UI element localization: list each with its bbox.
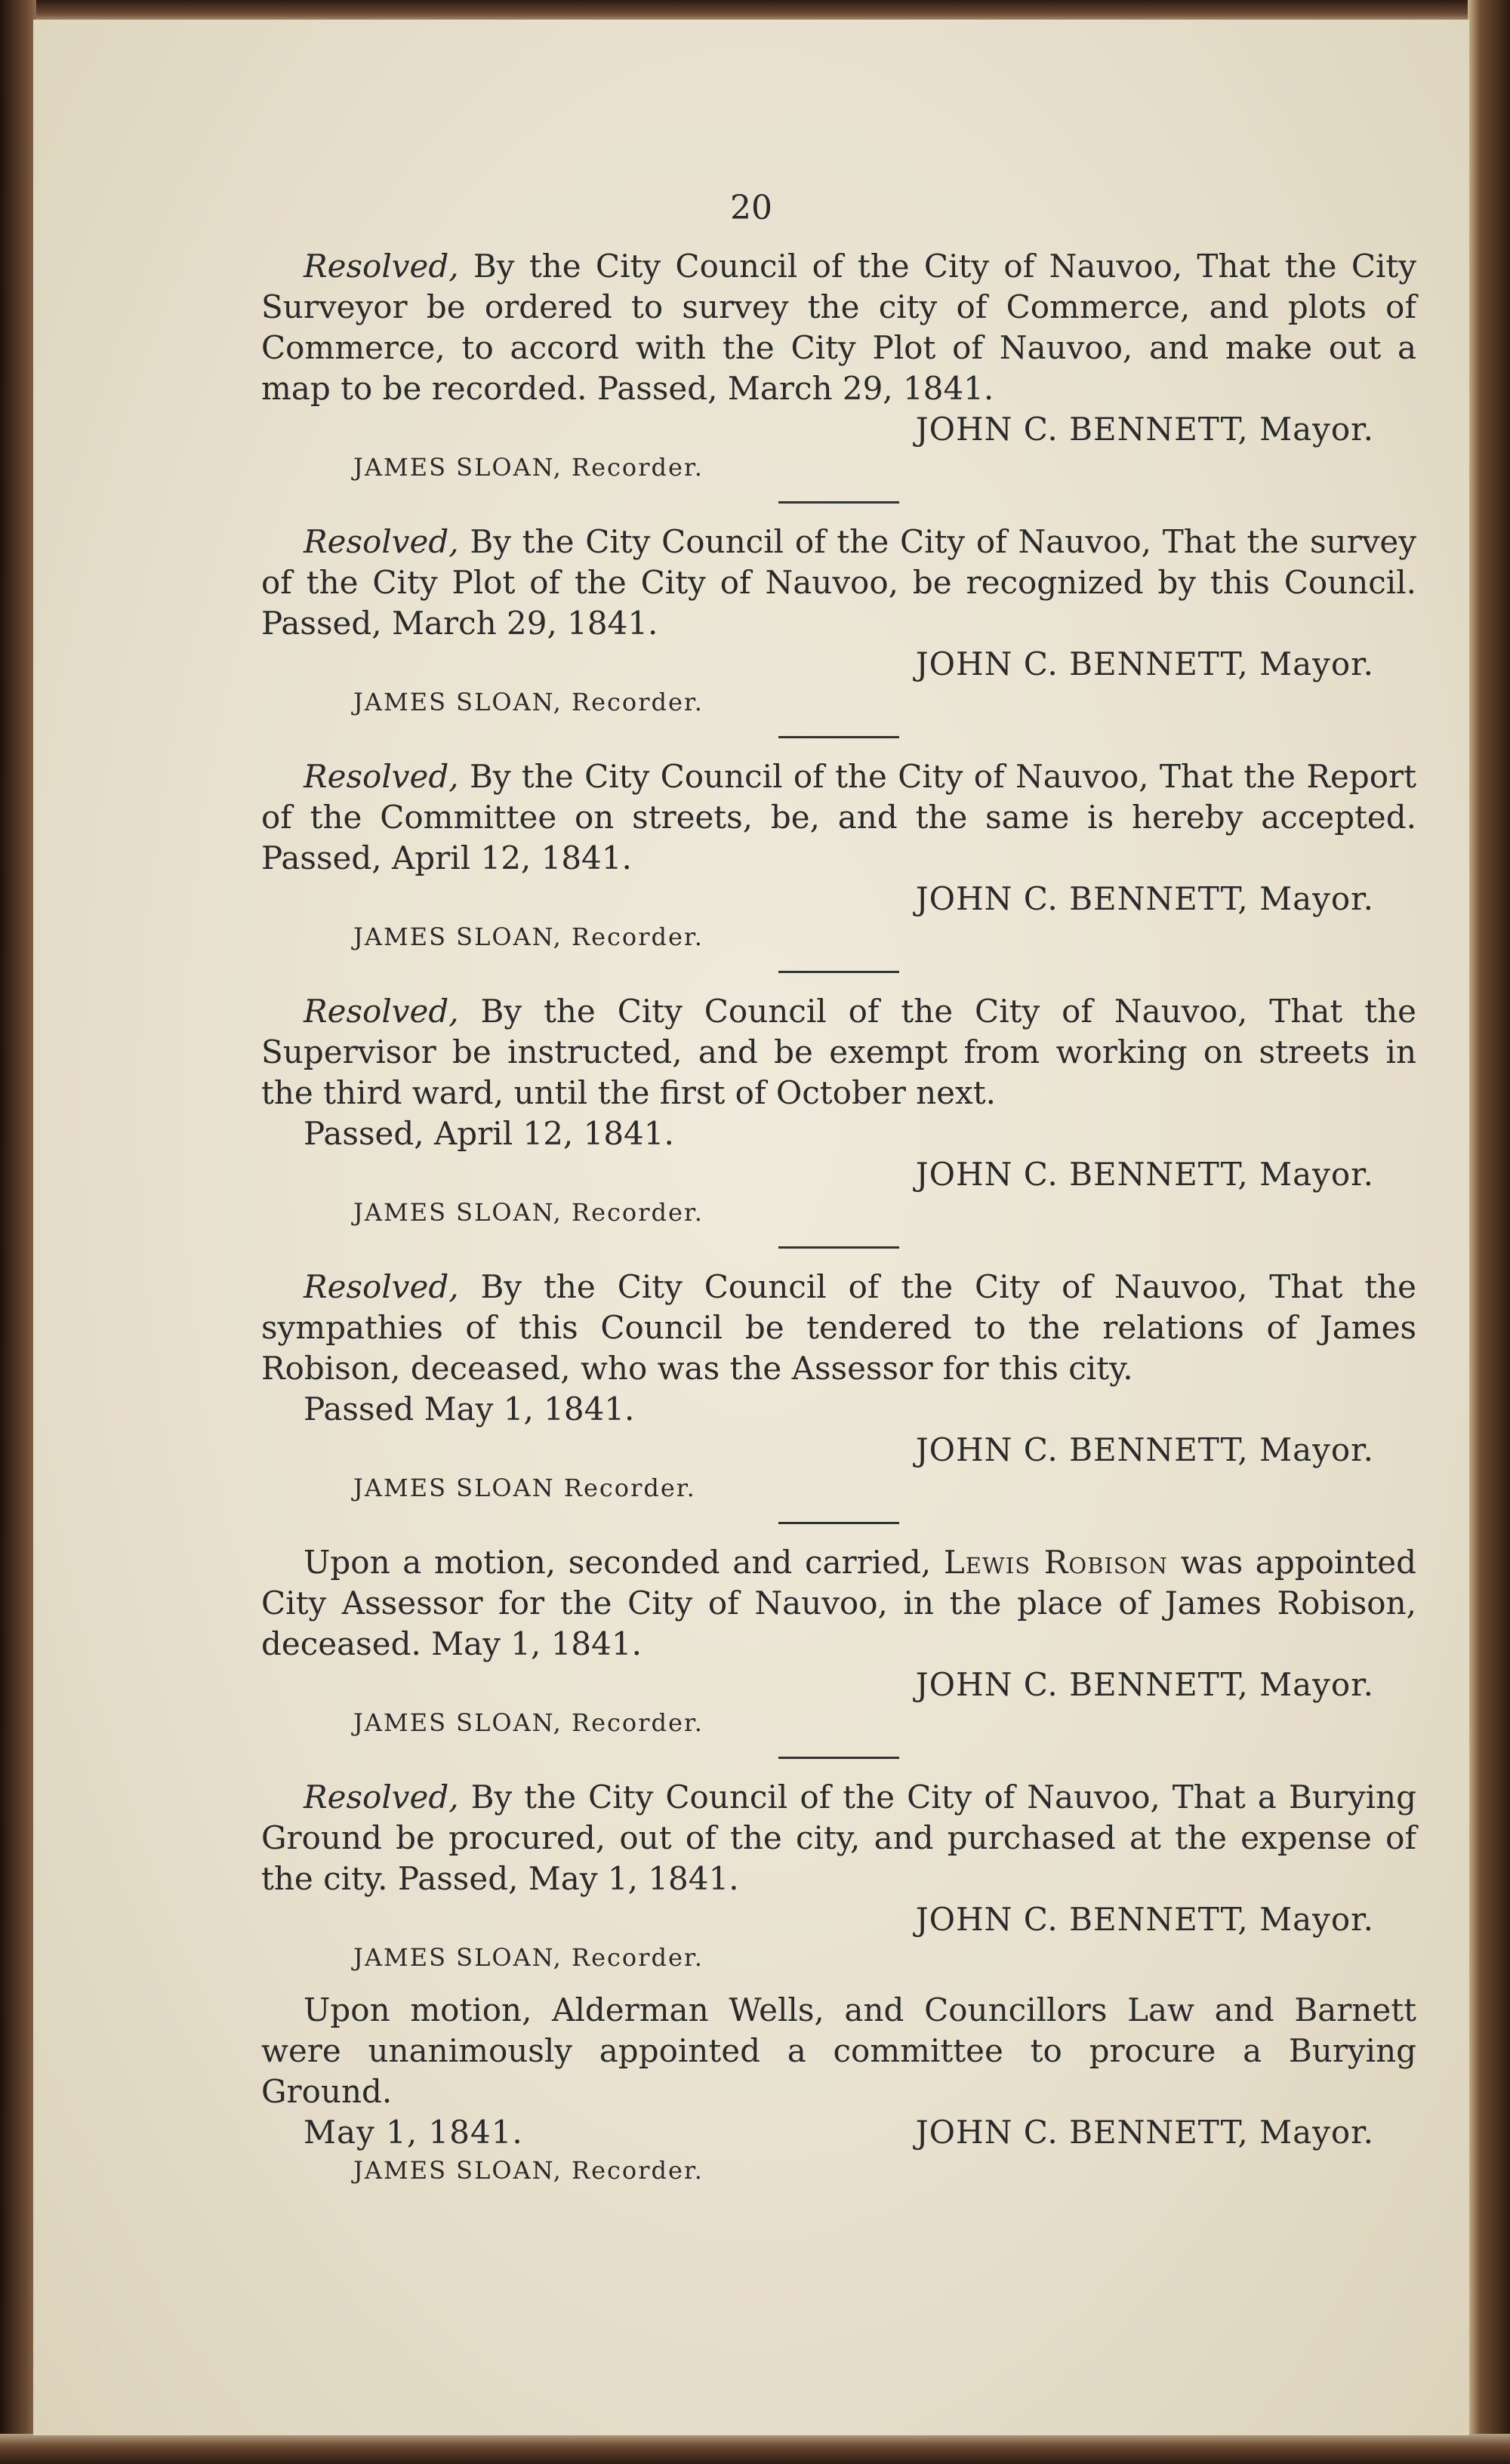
resolution-entry (261, 1267, 1416, 1505)
mayor-signature: JOHN C. BENNETT, Mayor. (915, 645, 1374, 682)
resolution-body: By the City Council of the City of Nauvoo, That the survey of the City Plot of the City of Nauvoo, be recognized by this Council. Passed, March 29, 1841. (261, 523, 1416, 642)
recorder-signature: JAMES SLOAN, Recorder. (353, 688, 704, 716)
section-divider (778, 736, 899, 738)
book-spine (0, 0, 36, 2464)
passed-date: Passed, April 12, 1841. (304, 1115, 674, 1152)
motion-entry (261, 1990, 1416, 2188)
mayor-signature: JOHN C. BENNETT, Mayor. (915, 1156, 1374, 1193)
book-bottom-edge (0, 2434, 1510, 2464)
spacer (261, 1975, 1416, 1990)
date-and-mayor (261, 2112, 1416, 2153)
section-divider (778, 971, 899, 973)
mayor-signature: JOHN C. BENNETT, Mayor. (915, 2114, 1374, 2151)
resolution-body: By the City Council of the City of Nauvoo, That the sympathies of this Council be tendered to the relations of James Robison, deceased, who was the Assessor for this city. (261, 1268, 1416, 1387)
resolution-entry (261, 1777, 1416, 1975)
section-divider (778, 501, 899, 504)
recorder-signature: JAMES SLOAN, Recorder. (353, 1708, 704, 1737)
resolution-text (261, 991, 1416, 1113)
resolution-lead: Resolved, (304, 248, 459, 285)
resolution-entry (261, 246, 1416, 485)
resolution-lead: Resolved, (304, 1268, 459, 1305)
recorder-signature: JAMES SLOAN, Recorder. (353, 1943, 704, 1972)
mayor-signature: JOHN C. BENNETT, Mayor. (915, 1666, 1374, 1703)
motion-text: Upon a motion, seconded and carried, Lewis Robison was appointed City Assessor for the City of Nauvoo, in the place of James Robison, deceased. May 1, 1841. (261, 1544, 1416, 1662)
recorder-signature: JAMES SLOAN, Recorder. (353, 1198, 704, 1227)
passed-date: Passed May 1, 1841. (304, 1391, 635, 1428)
resolution-lead: Resolved, (304, 758, 459, 795)
document-page (33, 20, 1469, 2435)
resolution-body: By the City Council of the City of Nauvoo, That the Report of the Committee on streets, be, and the same is hereby accepted. Passed, April 12, 1841. (261, 758, 1416, 876)
recorder-signature: JAMES SLOAN Recorder. (353, 1474, 696, 1502)
motion-date: May 1, 1841. (304, 2114, 523, 2151)
resolution-body: By the City Council of the City of Nauvoo, That the Supervisor be instructed, and be exempt from working on streets in the third ward, until the first of October next. (261, 993, 1416, 1111)
mayor-signature: JOHN C. BENNETT, Mayor. (915, 411, 1374, 448)
resolution-entry (261, 756, 1416, 954)
section-divider (778, 1522, 899, 1524)
motion-text: Upon motion, Alderman Wells, and Councillors Law and Barnett were unanimously appointed a committee to procure a Burying Ground. (261, 1991, 1416, 2110)
mayor-signature: JOHN C. BENNETT, Mayor. (915, 1901, 1374, 1938)
resolution-text (261, 522, 1416, 644)
resolution-body: By the City Council of the City of Nauvoo, That the City Surveyor be ordered to survey the city of Commerce, and plots of Commerce, to accord with the City Plot of Nauvoo, and make out a map to be recorded. Passed, March 29, 1841. (261, 248, 1416, 407)
resolution-entry (261, 991, 1416, 1230)
resolution-lead: Resolved, (304, 523, 459, 560)
resolution-lead: Resolved, (304, 993, 459, 1030)
page-text (261, 246, 1416, 2188)
mayor-signature: JOHN C. BENNETT, Mayor. (915, 880, 1374, 917)
recorder-signature: JAMES SLOAN, Recorder. (353, 453, 704, 482)
appointee-name: Lewis Robison (943, 1544, 1168, 1581)
resolution-text (261, 246, 1416, 409)
page-number: 20 (730, 189, 772, 227)
mayor-signature: JOHN C. BENNETT, Mayor. (915, 1431, 1374, 1468)
recorder-signature: JAMES SLOAN, Recorder. (353, 2156, 704, 2185)
resolution-lead: Resolved, (304, 1779, 459, 1816)
resolution-text (261, 1777, 1416, 1899)
resolution-text (261, 756, 1416, 879)
resolution-text (261, 1267, 1416, 1389)
book-fore-edge (1468, 0, 1510, 2464)
motion-entry (261, 1542, 1416, 1740)
resolution-entry (261, 522, 1416, 719)
resolution-body: By the City Council of the City of Nauvoo, That a Burying Ground be procured, out of the city, and purchased at the expense of the city. Passed, May 1, 1841. (261, 1779, 1416, 1897)
section-divider (778, 1246, 899, 1249)
recorder-signature: JAMES SLOAN, Recorder. (353, 922, 704, 951)
section-divider (778, 1757, 899, 1759)
